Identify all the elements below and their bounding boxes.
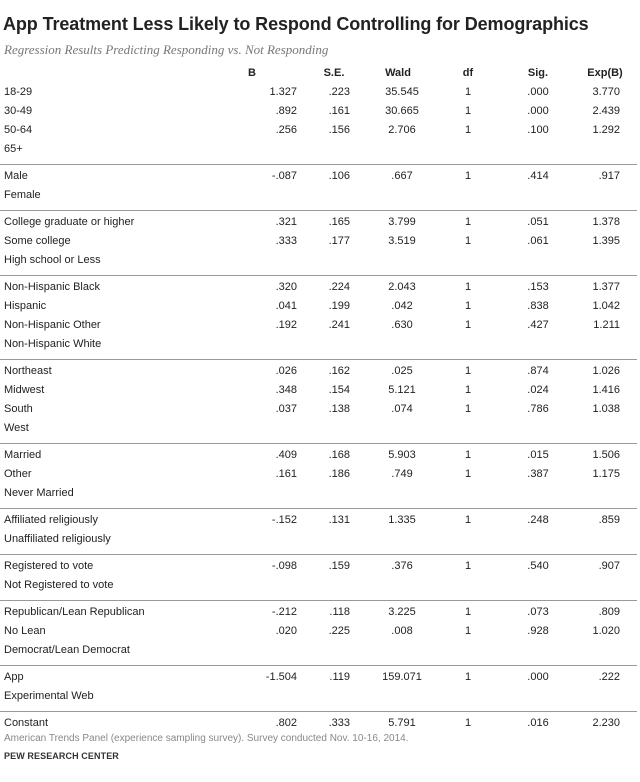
organization-credit: PEW RESEARCH CENTER [4,751,119,761]
cell-wald: .667 [391,170,413,182]
cell-df: 1 [464,216,472,228]
cell-se: .177 [328,235,350,247]
cell-b: -.087 [271,170,297,182]
cell-df: 1 [464,468,472,480]
cell-exp: 1.377 [592,281,620,293]
row-label: Affiliated religiously [4,514,98,526]
table-row [0,143,640,162]
row-label: High school or Less [4,254,101,266]
cell-exp: 1.292 [592,124,620,136]
row-label: West [4,422,29,434]
cell-se: .118 [329,606,350,618]
cell-b: .321 [275,216,297,228]
cell-se: .106 [328,170,350,182]
cell-sig: .015 [527,449,549,461]
cell-sig: .073 [527,606,549,618]
cell-df: 1 [464,625,472,637]
table-row [0,514,640,533]
table-row [0,403,640,422]
table-row [0,422,640,441]
cell-exp: .809 [598,606,620,618]
cell-b: -1.504 [265,671,297,683]
cell-sig: .100 [527,124,549,136]
header-df: df [462,67,474,79]
row-label: Non-Hispanic Black [4,281,100,293]
cell-se: .159 [328,560,350,572]
cell-se: .224 [328,281,350,293]
group-divider [0,600,637,601]
table-row [0,533,640,552]
cell-wald: 1.335 [388,514,416,526]
cell-wald: 5.791 [388,717,416,729]
row-label: Non-Hispanic Other [4,319,101,331]
cell-b: .333 [275,235,297,247]
row-label: 30-49 [4,105,33,117]
table-row [0,105,640,124]
cell-se: .162 [328,365,350,377]
group-divider [0,554,637,555]
cell-exp: .222 [598,671,620,683]
cell-se: .223 [328,86,350,98]
cell-b: .892 [275,105,297,117]
cell-exp: 3.770 [592,86,620,98]
cell-df: 1 [464,281,472,293]
cell-se: .165 [328,216,350,228]
cell-se: .154 [328,384,350,396]
table-header [0,67,640,84]
cell-sig: .051 [527,216,549,228]
cell-b: .409 [275,449,297,461]
cell-sig: .000 [527,671,549,683]
group-divider [0,508,637,509]
table-row [0,319,640,338]
cell-df: 1 [464,319,472,331]
cell-exp: 1.211 [593,319,620,331]
cell-sig: .000 [527,86,549,98]
cell-exp: 1.042 [592,300,620,312]
cell-b: 1.327 [269,86,297,98]
row-label: Constant [4,717,49,729]
cell-df: 1 [464,606,472,618]
table-row [0,254,640,273]
cell-sig: .061 [527,235,549,247]
cell-df: 1 [464,105,472,117]
cell-sig: .248 [527,514,549,526]
cell-se: .241 [328,319,350,331]
table-row [0,690,640,709]
cell-df: 1 [464,560,472,572]
header-sig: Sig. [527,67,549,79]
cell-b: -.212 [271,606,297,618]
row-label: 50-64 [4,124,33,136]
table-row [0,644,640,663]
group-divider [0,275,637,276]
cell-df: 1 [464,235,472,247]
table-row [0,281,640,300]
cell-wald: 159.071 [382,671,422,683]
cell-df: 1 [464,514,472,526]
table-row [0,560,640,579]
row-label: Republican/Lean Republican [4,606,145,618]
cell-se: .333 [328,717,350,729]
cell-df: 1 [464,124,472,136]
cell-exp: 1.395 [592,235,620,247]
cell-wald: .025 [391,365,413,377]
cell-df: 1 [464,384,472,396]
row-label: College graduate or higher [4,216,135,228]
cell-wald: .042 [391,300,413,312]
row-label: 18-29 [4,86,33,98]
row-label: Never Married [4,487,74,499]
cell-sig: .414 [527,170,549,182]
page-title: App Treatment Less Likely to Respond Controlling for Demographics [3,14,589,34]
row-label: Unaffiliated religiously [4,533,111,545]
group-divider [0,359,637,360]
cell-df: 1 [464,671,472,683]
cell-df: 1 [464,365,472,377]
cell-wald: .074 [391,403,413,415]
cell-df: 1 [464,170,472,182]
cell-wald: 2.043 [388,281,416,293]
cell-sig: .928 [527,625,549,637]
cell-wald: .630 [391,319,413,331]
cell-b: .320 [275,281,297,293]
table-row [0,216,640,235]
cell-b: .802 [275,717,297,729]
row-label: Some college [4,235,71,247]
cell-sig: .838 [527,300,549,312]
cell-sig: .387 [527,468,549,480]
cell-exp: .907 [598,560,620,572]
cell-exp: 1.038 [592,403,620,415]
cell-df: 1 [464,86,472,98]
cell-wald: 3.225 [388,606,416,618]
cell-se: .131 [328,514,350,526]
row-label: Other [4,468,32,480]
cell-se: .161 [328,105,350,117]
row-label: Registered to vote [4,560,94,572]
table-row [0,189,640,208]
row-label: Married [4,449,42,461]
cell-df: 1 [464,449,472,461]
row-label: Experimental Web [4,690,94,702]
cell-b: .020 [275,625,297,637]
group-divider [0,443,637,444]
cell-exp: .917 [598,170,620,182]
table-row [0,86,640,105]
table-row [0,606,640,625]
cell-exp: 2.230 [592,717,620,729]
page-subtitle: Regression Results Predicting Responding vs. Not Responding [4,42,329,57]
row-label: Non-Hispanic White [4,338,102,350]
table-row [0,579,640,598]
cell-exp: .859 [598,514,620,526]
cell-sig: .540 [527,560,549,572]
cell-se: .225 [328,625,350,637]
header-exp: Exp(B) [587,67,623,79]
cell-se: .199 [328,300,350,312]
cell-b: .192 [275,319,297,331]
header-se: S.E. [323,67,345,79]
cell-wald: 35.545 [385,86,419,98]
cell-exp: 2.439 [592,105,620,117]
row-label: Midwest [4,384,45,396]
cell-sig: .016 [527,717,549,729]
cell-se: .186 [328,468,350,480]
table-row [0,468,640,487]
table-row [0,365,640,384]
table-row [0,449,640,468]
group-divider [0,210,637,211]
cell-b: .161 [275,468,297,480]
cell-sig: .786 [527,403,549,415]
row-label: App [4,671,24,683]
cell-exp: 1.416 [592,384,620,396]
cell-b: .026 [275,365,297,377]
cell-wald: .008 [391,625,413,637]
cell-wald: 3.799 [388,216,416,228]
group-divider [0,711,637,712]
table-row [0,384,640,403]
cell-wald: 30.665 [385,105,419,117]
cell-se: .119 [329,671,350,683]
cell-se: .138 [328,403,350,415]
table-row [0,300,640,319]
cell-b: .256 [275,124,297,136]
cell-wald: .376 [391,560,413,572]
row-label: Hispanic [4,300,47,312]
cell-wald: 2.706 [388,124,416,136]
cell-exp: 1.378 [592,216,620,228]
header-wald: Wald [385,67,411,79]
cell-b: -.152 [271,514,297,526]
table-row [0,671,640,690]
header-b: B [248,67,256,79]
group-divider [0,164,637,165]
cell-wald: 3.519 [388,235,416,247]
table-row [0,338,640,357]
cell-sig: .153 [527,281,549,293]
cell-sig: .427 [527,319,549,331]
row-label: 65+ [4,143,23,155]
cell-b: .041 [275,300,297,312]
table-row [0,625,640,644]
row-label: No Lean [4,625,46,637]
cell-df: 1 [464,717,472,729]
cell-b: .037 [275,403,297,415]
table-row [0,124,640,143]
cell-se: .156 [328,124,350,136]
row-label: Northeast [4,365,52,377]
cell-exp: 1.175 [592,468,620,480]
cell-sig: .024 [527,384,549,396]
table-row [0,487,640,506]
group-divider [0,665,637,666]
cell-wald: 5.121 [388,384,416,396]
cell-exp: 1.506 [592,449,620,461]
row-label: Not Registered to vote [4,579,114,591]
cell-exp: 1.020 [592,625,620,637]
row-label: Democrat/Lean Democrat [4,644,130,656]
cell-exp: 1.026 [592,365,620,377]
row-label: Male [4,170,28,182]
cell-sig: .874 [527,365,549,377]
cell-se: .168 [328,449,350,461]
cell-sig: .000 [527,105,549,117]
table-row [0,170,640,189]
cell-df: 1 [464,300,472,312]
cell-b: .348 [275,384,297,396]
source-note: American Trends Panel (experience sampling survey). Survey conducted Nov. 10-16, 2014. [4,733,409,744]
cell-df: 1 [464,403,472,415]
cell-b: -.098 [271,560,297,572]
row-label: Female [4,189,41,201]
table-row [0,235,640,254]
cell-wald: 5.903 [388,449,416,461]
row-label: South [4,403,33,415]
cell-wald: .749 [391,468,413,480]
